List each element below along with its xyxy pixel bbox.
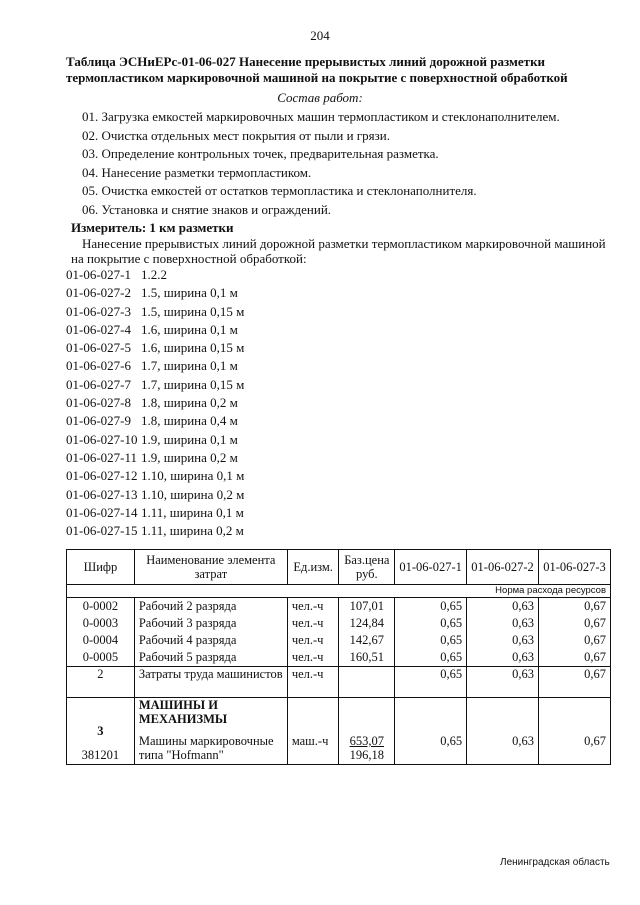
cell-v1: 0,65 [395,649,467,667]
header-name: Наименование элемента затрат [134,550,287,585]
table-row [67,615,611,632]
code-item [66,522,244,540]
cell-v1: 0,65 [395,615,467,632]
code-id: 01-06-027-12 [66,468,138,484]
cell-unit: чел.-ч [287,649,339,667]
cell-price: 160,51 [339,649,395,667]
cell-unit: чел.-ч [287,598,339,616]
cell-v3: 0,67 [539,698,611,765]
cell-v3: 0,67 [539,632,611,649]
code-id: 01-06-027-7 [66,376,131,392]
norm-label: Норма расхода ресурсов [67,585,611,598]
code-id: 01-06-027-11 [66,449,138,465]
cell-price [339,698,395,765]
work-item: 03. Определение контрольных точек, предварительная разметка. [82,146,439,161]
footer-region: Ленинградская область [500,857,610,868]
intro-line-1: Нанесение прерывистых линий дорожной разметки термопластиком маркировочной машиной [82,236,606,251]
code-id: 01-06-027-1 [66,267,131,282]
code-id: 01-06-027-13 [66,486,138,502]
code-id: 01-06-027-3 [66,303,131,319]
header-price: Баз.цена руб. [339,550,395,585]
price-top: 653,07 [349,734,384,748]
cell-v2: 0,63 [467,698,539,765]
cell-price: 142,67 [339,632,395,649]
code-item [66,412,244,430]
code-item [66,431,244,449]
table-header-row [67,550,611,585]
group-name: МАШИНЫ И МЕХАНИЗМЫ [138,698,228,726]
cell-code: 0-0003 [67,615,135,632]
cell-price: 124,84 [339,615,395,632]
code-item [66,357,244,375]
group-code: 3 [97,724,104,738]
code-desc: 1.7, ширина 0,15 м [141,376,245,392]
cell-name: Рабочий 4 разряда [134,632,287,649]
operators-row [67,667,611,698]
cell-code: 0-0004 [67,632,135,649]
header-v1: 01-06-027-1 [395,550,467,585]
code-desc: 1.9, ширина 0,1 м [141,431,238,447]
cell-v3: 0,67 [539,615,611,632]
cell-v2: 0,63 [467,598,539,616]
code-item [66,266,244,284]
works-list [82,108,622,219]
cell-v1: 0,65 [395,632,467,649]
works-title: Состав работ: [277,90,363,105]
header-v3: 01-06-027-3 [539,550,611,585]
machine-name: Машины маркировочные типа "Hofmann" [138,734,274,762]
resource-table [66,549,611,765]
cell-v1: 0,65 [395,667,467,698]
cell-v3: 0,67 [539,667,611,698]
cell-v3: 0,67 [539,598,611,616]
code-desc: 1.11, ширина 0,2 м [141,523,244,539]
cell-name: Рабочий 3 разряда [134,615,287,632]
title-line-2: термопластиком маркировочной машиной на покрытие с поверхностной обработкой [66,70,568,85]
code-item [66,303,244,321]
cell-v2: 0,63 [467,649,539,667]
cell-name [134,698,287,765]
code-id: 01-06-027-4 [66,321,131,337]
work-item: 04. Нанесение разметки термопластиком. [82,164,312,180]
table-row [67,632,611,649]
meter-label: Измеритель: 1 км разметки [71,220,234,235]
work-item: 02. Очистка отдельных мест покрытия от пыли и грязи. [82,127,390,143]
cell-code: 0-0005 [67,649,135,667]
code-desc: 1.7, ширина 0,1 м [141,358,238,374]
title-line-1: Таблица ЭСНиЕРс-01-06-027 Нанесение прерывистых линий дорожной разметки [66,54,546,69]
code-item [66,376,244,394]
code-desc: 1.9, ширина 0,2 м [141,449,238,465]
code-item [66,284,244,302]
cell-price: 107,01 [339,598,395,616]
header-unit: Ед.изм. [287,550,339,585]
header-v2: 01-06-027-2 [467,550,539,585]
code-id: 01-06-027-8 [66,395,131,411]
table-title [66,54,626,86]
code-id: 01-06-027-15 [66,523,138,539]
machines-row [67,698,611,765]
table-row [67,649,611,667]
code-id: 01-06-027-14 [66,504,138,520]
code-id: 01-06-027-5 [66,340,131,356]
code-desc: 1.8, ширина 0,2 м [141,395,238,411]
code-desc: 1.8, ширина 0,4 м [141,413,238,429]
cell-name: Рабочий 2 разряда [134,598,287,616]
code-item [66,394,244,412]
code-desc: 1.6, ширина 0,1 м [141,321,238,337]
table-row [67,598,611,616]
code-id: 01-06-027-9 [66,413,131,429]
code-desc: 1.2.2 [141,267,167,282]
header-code: Шифр [67,550,135,585]
code-item [66,486,244,504]
code-id: 01-06-027-10 [66,431,138,447]
code-item [66,321,244,339]
code-desc: 1.5, ширина 0,15 м [141,303,245,319]
cell-unit: чел.-ч [287,615,339,632]
intro-text [71,236,622,266]
cell-code: 0-0002 [67,598,135,616]
cell-v1: 0,65 [395,598,467,616]
code-desc: 1.5, ширина 0,1 м [141,285,238,301]
price-bottom: 196,18 [349,748,384,762]
work-item: 05. Очистка емкостей от остатков термопластика и стеклонаполнителя. [82,183,477,198]
cell-price-empty [339,667,395,698]
norm-row [67,585,611,598]
cell-v3: 0,67 [539,649,611,667]
code-item [66,467,244,485]
work-item: 01. Загрузка емкостей маркировочных машин термопластиком и стеклонаполнителем. [82,109,560,124]
machine-code: 381201 [81,748,120,762]
cell-name: Рабочий 5 разряда [134,649,287,667]
code-list [66,266,244,540]
cell-code: 2 [67,667,135,698]
code-desc: 1.10, ширина 0,1 м [141,468,245,484]
cell-unit: чел.-ч [287,632,339,649]
work-item: 06. Установка и снятие знаков и ограждений. [82,201,332,217]
cell-unit: маш.-ч [287,698,339,765]
cell-v2: 0,63 [467,632,539,649]
code-item [66,339,244,357]
cell-v1: 0,65 [395,698,467,765]
cell-code [67,698,135,765]
intro-line-2: на покрытие с поверхностной обработкой: [71,251,307,266]
cell-v2: 0,63 [467,667,539,698]
cell-unit: чел.-ч [287,667,339,698]
cell-name: Затраты труда машинистов [134,667,287,698]
code-desc: 1.10, ширина 0,2 м [141,486,245,502]
cell-v2: 0,63 [467,615,539,632]
code-id: 01-06-027-2 [66,285,131,301]
code-item [66,504,244,522]
code-desc: 1.6, ширина 0,15 м [141,340,245,356]
page-number: 204 [310,28,330,43]
code-item [66,449,244,467]
code-desc: 1.11, ширина 0,1 м [141,504,244,520]
code-id: 01-06-027-6 [66,358,131,374]
